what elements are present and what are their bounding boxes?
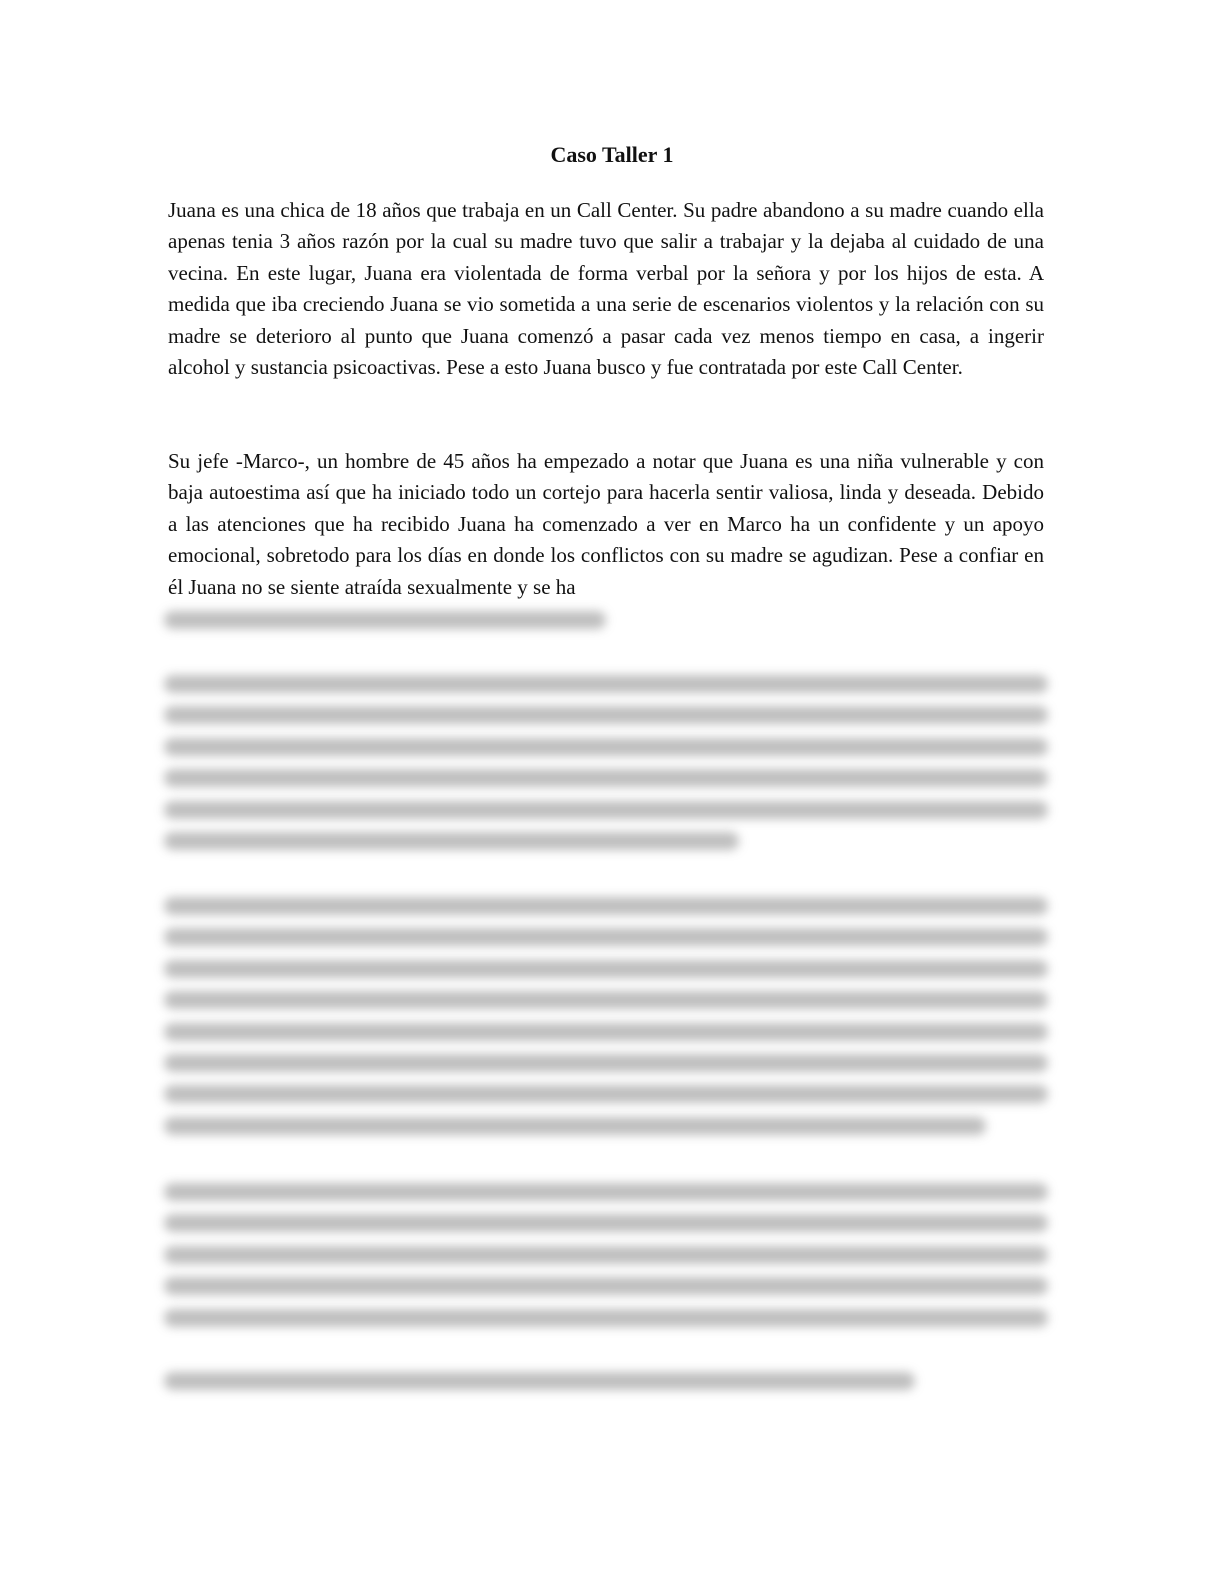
blurred-paragraph-5 <box>164 1183 1048 1340</box>
blurred-closing-question <box>164 1372 1048 1403</box>
blurred-paragraph-3 <box>164 675 1048 863</box>
paragraph-2: Su jefe -Marco-, un hombre de 45 años ha empezado a notar que Juana es una niña vulnerable y con baja autoestima así que ha iniciado todo un cortejo para hacerla sentir valiosa, linda y deseada. Debido a las atenciones que ha recibido Juana ha comenzado a ver en Marco ha un confidente y un apoyo emocional, sobretodo para los días en donde los conflictos con su madre se agudizan. Pese a confiar en él Juana no se siente atraída sexualmente y se ha <box>168 449 1044 599</box>
blurred-paragraph-4 <box>164 897 1048 1148</box>
blurred-text-continuation <box>164 611 1048 642</box>
document-title: Caso Taller 1 <box>550 142 674 167</box>
paragraph-1: Juana es una chica de 18 años que trabaja en un Call Center. Su padre abandono a su madre cuando ella apenas tenia 3 años razón por la cual su madre tuvo que salir a trabajar y la dejaba al cuidado de una vecina. En este lugar, Juana era violentada de forma verbal por la señora y por los hijos de esta. A medida que iba creciendo Juana se vio sometida a una serie de escenarios violentos y la relación con su madre se deterioro al punto que Juana comenzó a pasar cada vez menos tiempo en casa, a ingerir alcohol y sustancia psicoactivas. Pese a esto Juana busco y fue contratada por este Call Center. <box>168 198 1044 380</box>
